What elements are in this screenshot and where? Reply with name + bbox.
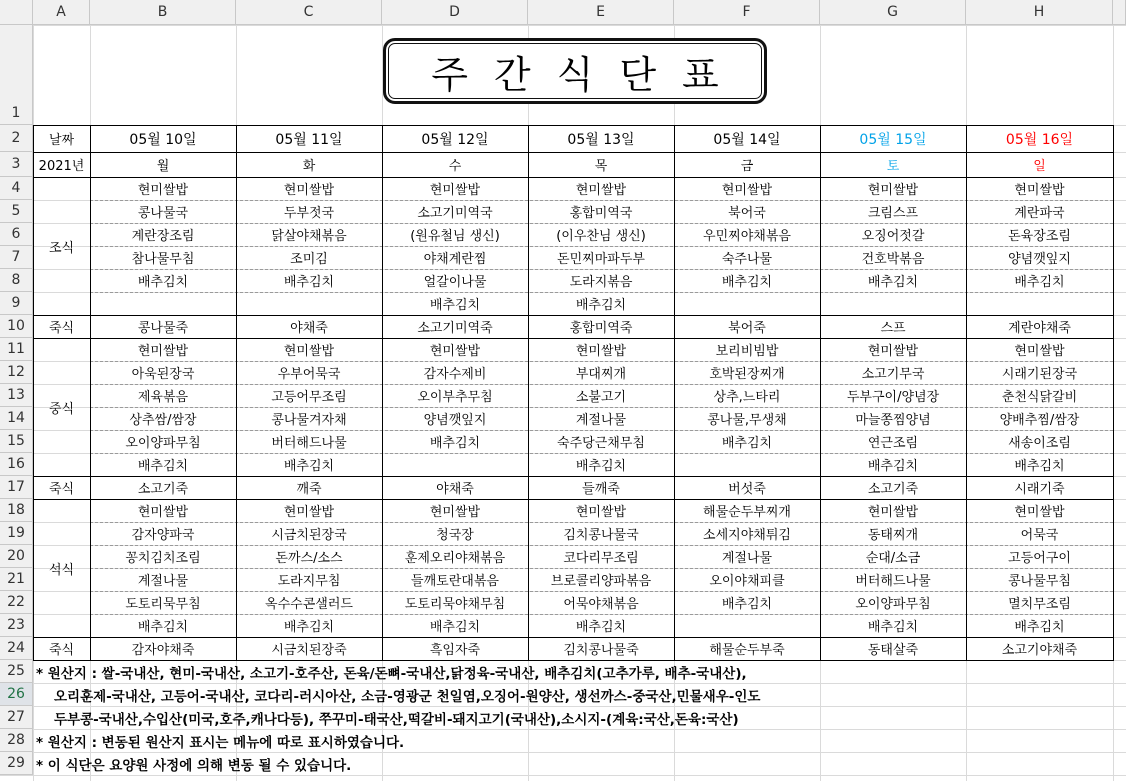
row-header-10[interactable]: 10: [0, 315, 33, 338]
table-border: [33, 476, 1114, 477]
dashed-row-separator: [90, 200, 1113, 201]
menu-item-cell[interactable]: 숙주당근채무침: [557, 436, 645, 451]
menu-item-cell[interactable]: 숙주나물: [721, 252, 773, 267]
row-header-19[interactable]: 19: [0, 522, 33, 545]
menu-item-cell[interactable]: 보리비빔밥: [715, 344, 779, 359]
menu-item-cell[interactable]: 상추,느타리: [713, 390, 781, 405]
table-border: [33, 177, 1114, 178]
table-border: [33, 152, 1114, 153]
menu-item-cell[interactable]: 어묵야채볶음: [563, 597, 639, 612]
dashed-row-separator: [90, 522, 1113, 523]
porridge-cell[interactable]: 동태살죽: [867, 643, 919, 658]
menu-item-cell[interactable]: 버터해드나물: [271, 436, 347, 451]
menu-item-cell[interactable]: 현미쌀밥: [867, 183, 919, 198]
row-header-29[interactable]: 29: [0, 752, 33, 775]
menu-item-cell[interactable]: 멸치무조림: [1008, 597, 1071, 612]
menu-item-cell[interactable]: 참나물무침: [131, 252, 195, 267]
menu-item-cell[interactable]: 배추김치: [575, 620, 627, 635]
porridge-cell[interactable]: 야채죽: [290, 321, 328, 336]
porridge-cell[interactable]: 시금치된장죽: [271, 643, 347, 658]
menu-item-cell[interactable]: [674, 614, 820, 637]
meal-label-lunch: 중식: [48, 401, 75, 417]
column-header-A[interactable]: A: [33, 0, 90, 25]
meal-label-breakfast: 조식: [48, 240, 75, 256]
menu-item-cell[interactable]: 조미김: [290, 252, 328, 267]
menu-item-cell[interactable]: 부대찌개: [575, 367, 627, 382]
porridge-cell[interactable]: 북어죽: [728, 321, 766, 336]
menu-item-cell[interactable]: 도라지볶음: [569, 275, 633, 290]
menu-item-cell[interactable]: 건호박볶음: [861, 252, 925, 267]
menu-item-cell[interactable]: 배추김치: [721, 275, 773, 290]
row-header-3[interactable]: 3: [0, 152, 33, 177]
table-border: [90, 125, 91, 660]
date-cell[interactable]: 05월 10일: [129, 131, 197, 148]
gridline: [0, 25, 1126, 26]
menu-item-cell[interactable]: 훈제오리야채볶음: [404, 551, 506, 566]
menu-item-cell[interactable]: [236, 292, 382, 315]
meal-label-porridge-dinner[interactable]: 죽식: [48, 643, 75, 658]
menu-item-cell[interactable]: 배추김치: [721, 436, 773, 451]
date-cell[interactable]: 05월 11일: [275, 131, 343, 148]
menu-item-cell[interactable]: 시래기된장국: [1001, 367, 1078, 382]
day-cell[interactable]: 금: [740, 159, 754, 174]
date-label-cell[interactable]: 날짜: [48, 133, 75, 148]
menu-item-cell[interactable]: 김치콩나물국: [563, 528, 639, 543]
row-header-28[interactable]: 28: [0, 729, 33, 752]
menu-item-cell[interactable]: 현미쌀밥: [1014, 183, 1065, 198]
date-cell[interactable]: 05월 12일: [421, 131, 489, 148]
dashed-row-separator: [90, 545, 1113, 546]
column-header-D[interactable]: D: [382, 0, 528, 25]
porridge-cell[interactable]: 스프: [880, 321, 906, 336]
dashed-row-separator: [90, 614, 1113, 615]
row-header-13[interactable]: 13: [0, 384, 33, 407]
dashed-row-separator: [90, 453, 1113, 454]
row-header-4[interactable]: 4: [0, 177, 33, 200]
menu-item-cell[interactable]: 북어국: [728, 206, 766, 221]
dashed-row-separator: [90, 246, 1113, 247]
row-header-22[interactable]: 22: [0, 591, 33, 614]
menu-item-cell[interactable]: 홍합미역국: [569, 206, 633, 221]
table-border: [674, 125, 675, 660]
year-label-cell[interactable]: 2021년: [38, 159, 85, 174]
menu-item-cell[interactable]: 현미쌀밥: [137, 505, 189, 520]
column-header-G[interactable]: G: [820, 0, 966, 25]
row-header-23[interactable]: 23: [0, 614, 33, 637]
table-border: [820, 125, 821, 660]
day-cell[interactable]: 수: [448, 159, 462, 174]
menu-item-cell[interactable]: 버터해드나물: [855, 574, 931, 589]
porridge-cell[interactable]: 시래기죽: [1014, 482, 1065, 497]
menu-item-cell[interactable]: 배추김치: [429, 620, 481, 635]
table-border: [966, 125, 967, 660]
menu-item-cell[interactable]: 오이양파무침: [855, 597, 931, 612]
menu-item-cell[interactable]: 현미쌀밥: [575, 183, 627, 198]
menu-item-cell[interactable]: 고등어무조림: [271, 390, 347, 405]
menu-item-cell[interactable]: 계절나물: [137, 574, 189, 589]
menu-item-cell[interactable]: 돈까스/소스: [275, 551, 343, 566]
table-border: [33, 125, 1114, 126]
menu-item-cell[interactable]: 브로콜리양파볶음: [550, 574, 652, 589]
porridge-cell[interactable]: 감자야채죽: [131, 643, 195, 658]
dashed-row-separator: [90, 361, 1113, 362]
select-all-corner[interactable]: [0, 0, 33, 25]
origin-note: * 원산지 : 변동된 원산지 표시는 메뉴에 따로 표시하였습니다.: [36, 734, 405, 751]
gridline: [0, 775, 1126, 776]
menu-item-cell[interactable]: 순대/소금: [865, 551, 921, 566]
menu-item-cell[interactable]: 아욱된장국: [131, 367, 195, 382]
menu-item-cell[interactable]: (이우찬님 생신): [556, 229, 646, 244]
row-header-20[interactable]: 20: [0, 545, 33, 568]
column-header-E[interactable]: E: [528, 0, 674, 25]
menu-item-cell[interactable]: 배추김치: [1014, 275, 1065, 290]
day-cell[interactable]: 일: [1033, 159, 1046, 174]
table-border: [236, 125, 237, 660]
day-cell[interactable]: 토: [886, 159, 900, 174]
porridge-cell[interactable]: 콩나물죽: [137, 321, 189, 336]
row-header-12[interactable]: 12: [0, 361, 33, 384]
row-header-9[interactable]: 9: [0, 292, 33, 315]
menu-item-cell[interactable]: 꽁치김치조림: [125, 551, 201, 566]
menu-item-cell[interactable]: 닭살야채볶음: [271, 229, 347, 244]
menu-item-cell[interactable]: 양배추찜/쌈장: [999, 413, 1080, 428]
porridge-cell[interactable]: 깨죽: [296, 482, 322, 497]
menu-item-cell[interactable]: 옥수수콘샐러드: [265, 597, 353, 612]
menu-item-cell[interactable]: 배추김치: [867, 459, 919, 474]
menu-item-cell[interactable]: 배추김치: [137, 459, 189, 474]
table-border: [33, 637, 1114, 638]
menu-item-cell[interactable]: 현미쌀밥: [137, 344, 189, 359]
menu-item-cell[interactable]: 배추김치: [429, 436, 481, 451]
menu-item-cell[interactable]: 콩나물겨자채: [271, 413, 347, 428]
column-header-B[interactable]: B: [90, 0, 236, 25]
row-header-15[interactable]: 15: [0, 430, 33, 453]
porridge-cell[interactable]: 흑임자죽: [429, 643, 481, 658]
menu-item-cell[interactable]: 현미쌀밥: [283, 344, 335, 359]
table-border: [1113, 125, 1114, 660]
dashed-row-separator: [90, 407, 1113, 408]
dashed-row-separator: [90, 591, 1113, 592]
menu-item-cell[interactable]: 새송이조림: [1008, 436, 1071, 451]
menu-item-cell[interactable]: 계절나물: [721, 551, 773, 566]
dashed-row-separator: [90, 568, 1113, 569]
porridge-cell[interactable]: 소고기야채죽: [1001, 643, 1078, 658]
menu-item-cell[interactable]: 오징어젓갈: [861, 229, 925, 244]
table-border: [33, 338, 1114, 339]
menu-item-cell[interactable]: 야채계란찜: [423, 252, 487, 267]
menu-item-cell[interactable]: 도라지무침: [277, 574, 341, 589]
day-cell[interactable]: 목: [594, 159, 608, 174]
day-cell[interactable]: 월: [156, 159, 170, 174]
menu-item-cell[interactable]: 오이양파무침: [125, 436, 201, 451]
column-header-blank: [1113, 0, 1126, 25]
row-header-24[interactable]: 24: [0, 637, 33, 660]
menu-item-cell[interactable]: 두부젓국: [283, 206, 335, 221]
porridge-cell[interactable]: 버섯죽: [728, 482, 766, 497]
menu-item-cell[interactable]: 우부어묵국: [277, 367, 341, 382]
row-header-5[interactable]: 5: [0, 200, 33, 223]
porridge-cell[interactable]: 계란야채죽: [1008, 321, 1071, 336]
row-header-2[interactable]: 2: [0, 125, 33, 152]
menu-item-cell[interactable]: 배추김치: [867, 275, 919, 290]
menu-item-cell[interactable]: [674, 292, 820, 315]
menu-item-cell[interactable]: 배추김치: [283, 459, 335, 474]
menu-item-cell[interactable]: [820, 292, 966, 315]
row-header-6[interactable]: 6: [0, 223, 33, 246]
menu-item-cell[interactable]: 현미쌀밥: [867, 344, 919, 359]
menu-item-cell[interactable]: 계란파국: [1014, 206, 1065, 221]
menu-item-cell[interactable]: 배추김치: [721, 597, 773, 612]
menu-item-cell[interactable]: [90, 292, 236, 315]
origin-note: 오리훈제-국내산, 고등어-국내산, 코다리-러시아산, 소금-영광군 천일염,오징어-원양산, 생선까스-중국산,민물새우-인도: [54, 688, 761, 705]
date-cell[interactable]: 05월 16일: [1005, 131, 1074, 148]
menu-item-cell[interactable]: 소세지야채튀김: [703, 528, 791, 543]
menu-item-cell[interactable]: 배추김치: [1014, 620, 1065, 635]
menu-item-cell[interactable]: 현미쌀밥: [283, 505, 335, 520]
menu-item-cell[interactable]: 돈민찌마파두부: [557, 252, 645, 267]
menu-item-cell[interactable]: 두부구이/양념장: [846, 390, 940, 405]
menu-item-cell[interactable]: 소불고기: [575, 390, 627, 405]
row-header-25[interactable]: 25: [0, 660, 33, 683]
menu-item-cell[interactable]: 양념깻잎지: [1008, 252, 1071, 267]
menu-item-cell[interactable]: 배추김치: [137, 275, 189, 290]
menu-item-cell[interactable]: 콩나물국: [137, 206, 189, 221]
menu-item-cell[interactable]: 크림스프: [867, 206, 919, 221]
porridge-cell[interactable]: 해물순두부죽: [709, 643, 785, 658]
menu-item-cell[interactable]: 코다리무조림: [563, 551, 639, 566]
menu-item-cell[interactable]: 도토리묵무침: [125, 597, 201, 612]
menu-item-cell[interactable]: 상추쌈/쌈장: [129, 413, 197, 428]
menu-item-cell[interactable]: 고등어구이: [1008, 551, 1071, 566]
menu-item-cell[interactable]: 어묵국: [1020, 528, 1059, 543]
menu-item-cell[interactable]: 배추김치: [867, 620, 919, 635]
column-header-F[interactable]: F: [674, 0, 820, 25]
meal-label-porridge-morning[interactable]: 죽식: [48, 321, 75, 336]
column-header-H[interactable]: H: [966, 0, 1113, 25]
menu-item-cell[interactable]: (원유철님 생신): [410, 229, 500, 244]
menu-item-cell[interactable]: 소고기미역국: [417, 206, 493, 221]
menu-item-cell[interactable]: 현미쌀밥: [867, 505, 919, 520]
menu-item-cell[interactable]: 현미쌀밥: [429, 344, 481, 359]
row-header-21[interactable]: 21: [0, 568, 33, 591]
menu-item-cell[interactable]: 현미쌀밥: [575, 505, 627, 520]
menu-item-cell[interactable]: 현미쌀밥: [137, 183, 189, 198]
table-border: [33, 315, 1114, 316]
origin-note: 두부콩-국내산,수입산(미국,호주,캐나다등), 쭈꾸미-태국산,떡갈비-돼지고기(국내산),소시지-(계육:국산,돈육:국산): [54, 711, 739, 728]
menu-item-cell[interactable]: 현미쌀밥: [575, 344, 627, 359]
menu-item-cell[interactable]: [674, 453, 820, 476]
porridge-cell[interactable]: 들깨죽: [582, 482, 620, 497]
menu-item-cell[interactable]: 도토리묵야채무침: [404, 597, 506, 612]
menu-item-cell[interactable]: 우민찌야채볶음: [703, 229, 791, 244]
menu-item-cell[interactable]: 배추김치: [283, 620, 335, 635]
table-border: [382, 125, 383, 660]
meal-label-porridge-lunch[interactable]: 죽식: [48, 482, 75, 497]
row-header-16[interactable]: 16: [0, 453, 33, 476]
column-header-C[interactable]: C: [236, 0, 382, 25]
menu-item-cell[interactable]: 돈육장조림: [1008, 229, 1071, 244]
menu-item-cell[interactable]: 배추김치: [429, 298, 481, 313]
menu-item-cell[interactable]: 현미쌀밥: [721, 183, 773, 198]
menu-item-cell[interactable]: 배추김치: [1014, 459, 1065, 474]
menu-item-cell[interactable]: 청국장: [436, 528, 474, 543]
row-header-7[interactable]: 7: [0, 246, 33, 269]
menu-item-cell[interactable]: 오이부추무침: [417, 390, 493, 405]
dashed-row-separator: [90, 430, 1113, 431]
menu-item-cell[interactable]: 춘천식닭갈비: [1001, 390, 1078, 405]
table-border: [33, 125, 34, 660]
menu-item-cell[interactable]: 양념깻잎지: [423, 413, 487, 428]
porridge-cell[interactable]: 소고기죽: [867, 482, 919, 497]
menu-item-cell[interactable]: 소고기무국: [861, 367, 925, 382]
menu-item-cell[interactable]: 연근조림: [867, 436, 919, 451]
dashed-row-separator: [90, 269, 1113, 270]
date-cell[interactable]: 05월 15일: [859, 131, 927, 148]
menu-item-cell[interactable]: 마늘쫑찜양념: [855, 413, 931, 428]
menu-item-cell[interactable]: 현미쌀밥: [1014, 505, 1065, 520]
meal-label-dinner: 석식: [48, 562, 75, 578]
menu-item-cell[interactable]: 콩나물무침: [1008, 574, 1071, 589]
row-header-26[interactable]: 26: [0, 683, 33, 706]
row-header-27[interactable]: 27: [0, 706, 33, 729]
menu-item-cell[interactable]: 호박된장찌개: [709, 367, 785, 382]
origin-note: * 이 식단은 요양원 사정에 의해 변동 될 수 있습니다.: [36, 757, 352, 774]
dashed-row-separator: [90, 223, 1113, 224]
menu-item-cell[interactable]: 오이야채피클: [709, 574, 785, 589]
menu-item-cell[interactable]: 해물순두부찌개: [703, 505, 791, 520]
menu-item-cell[interactable]: 배추김치: [283, 275, 335, 290]
menu-item-cell[interactable]: 감자양파국: [131, 528, 195, 543]
menu-item-cell[interactable]: 제육볶음: [137, 390, 189, 405]
table-border: [33, 499, 1114, 500]
dashed-row-separator: [90, 384, 1113, 385]
row-header-14[interactable]: 14: [0, 407, 33, 430]
row-header-18[interactable]: 18: [0, 499, 33, 522]
row-header-11[interactable]: 11: [0, 338, 33, 361]
row-header-8[interactable]: 8: [0, 269, 33, 292]
menu-item-cell[interactable]: 시금치된장국: [271, 528, 347, 543]
date-cell[interactable]: 05월 14일: [713, 131, 781, 148]
porridge-cell[interactable]: 소고기미역죽: [417, 321, 493, 336]
row-header-1[interactable]: 1: [0, 25, 33, 125]
menu-item-cell[interactable]: 감자수제비: [423, 367, 487, 382]
porridge-cell[interactable]: 소고기죽: [137, 482, 189, 497]
origin-note: * 원산지 : 쌀-국내산, 현미-국내산, 소고기-호주산, 돈육/돈뼈-국내산,닭정육-국내산, 배추김치(고추가루, 배추-국내산),: [36, 665, 747, 682]
porridge-cell[interactable]: 야채죽: [436, 482, 474, 497]
menu-item-cell[interactable]: 들깨토란대볶음: [411, 574, 499, 589]
menu-item-cell[interactable]: 콩나물,무생채: [707, 413, 787, 428]
menu-item-cell[interactable]: 배추김치: [575, 298, 627, 313]
menu-item-cell[interactable]: 얼갈이나물: [423, 275, 487, 290]
menu-item-cell[interactable]: 동태찌개: [867, 528, 919, 543]
dashed-row-separator: [90, 292, 1113, 293]
menu-item-cell[interactable]: [966, 292, 1113, 315]
day-cell[interactable]: 화: [302, 159, 316, 174]
row-header-17[interactable]: 17: [0, 476, 33, 499]
date-cell[interactable]: 05월 13일: [567, 131, 635, 148]
table-border: [528, 125, 529, 660]
menu-item-cell[interactable]: [382, 453, 528, 476]
porridge-cell[interactable]: 홍합미역죽: [569, 321, 633, 336]
menu-item-cell[interactable]: 배추김치: [575, 459, 627, 474]
menu-item-cell[interactable]: 현미쌀밥: [429, 505, 481, 520]
menu-item-cell[interactable]: 계란장조림: [131, 229, 195, 244]
menu-item-cell[interactable]: 배추김치: [137, 620, 189, 635]
menu-item-cell[interactable]: 현미쌀밥: [283, 183, 335, 198]
menu-item-cell[interactable]: 계절나물: [575, 413, 627, 428]
menu-item-cell[interactable]: 현미쌀밥: [429, 183, 481, 198]
title-box: 주간식단표: [383, 38, 767, 104]
menu-item-cell[interactable]: 현미쌀밥: [1014, 344, 1065, 359]
porridge-cell[interactable]: 김치콩나물죽: [563, 643, 639, 658]
